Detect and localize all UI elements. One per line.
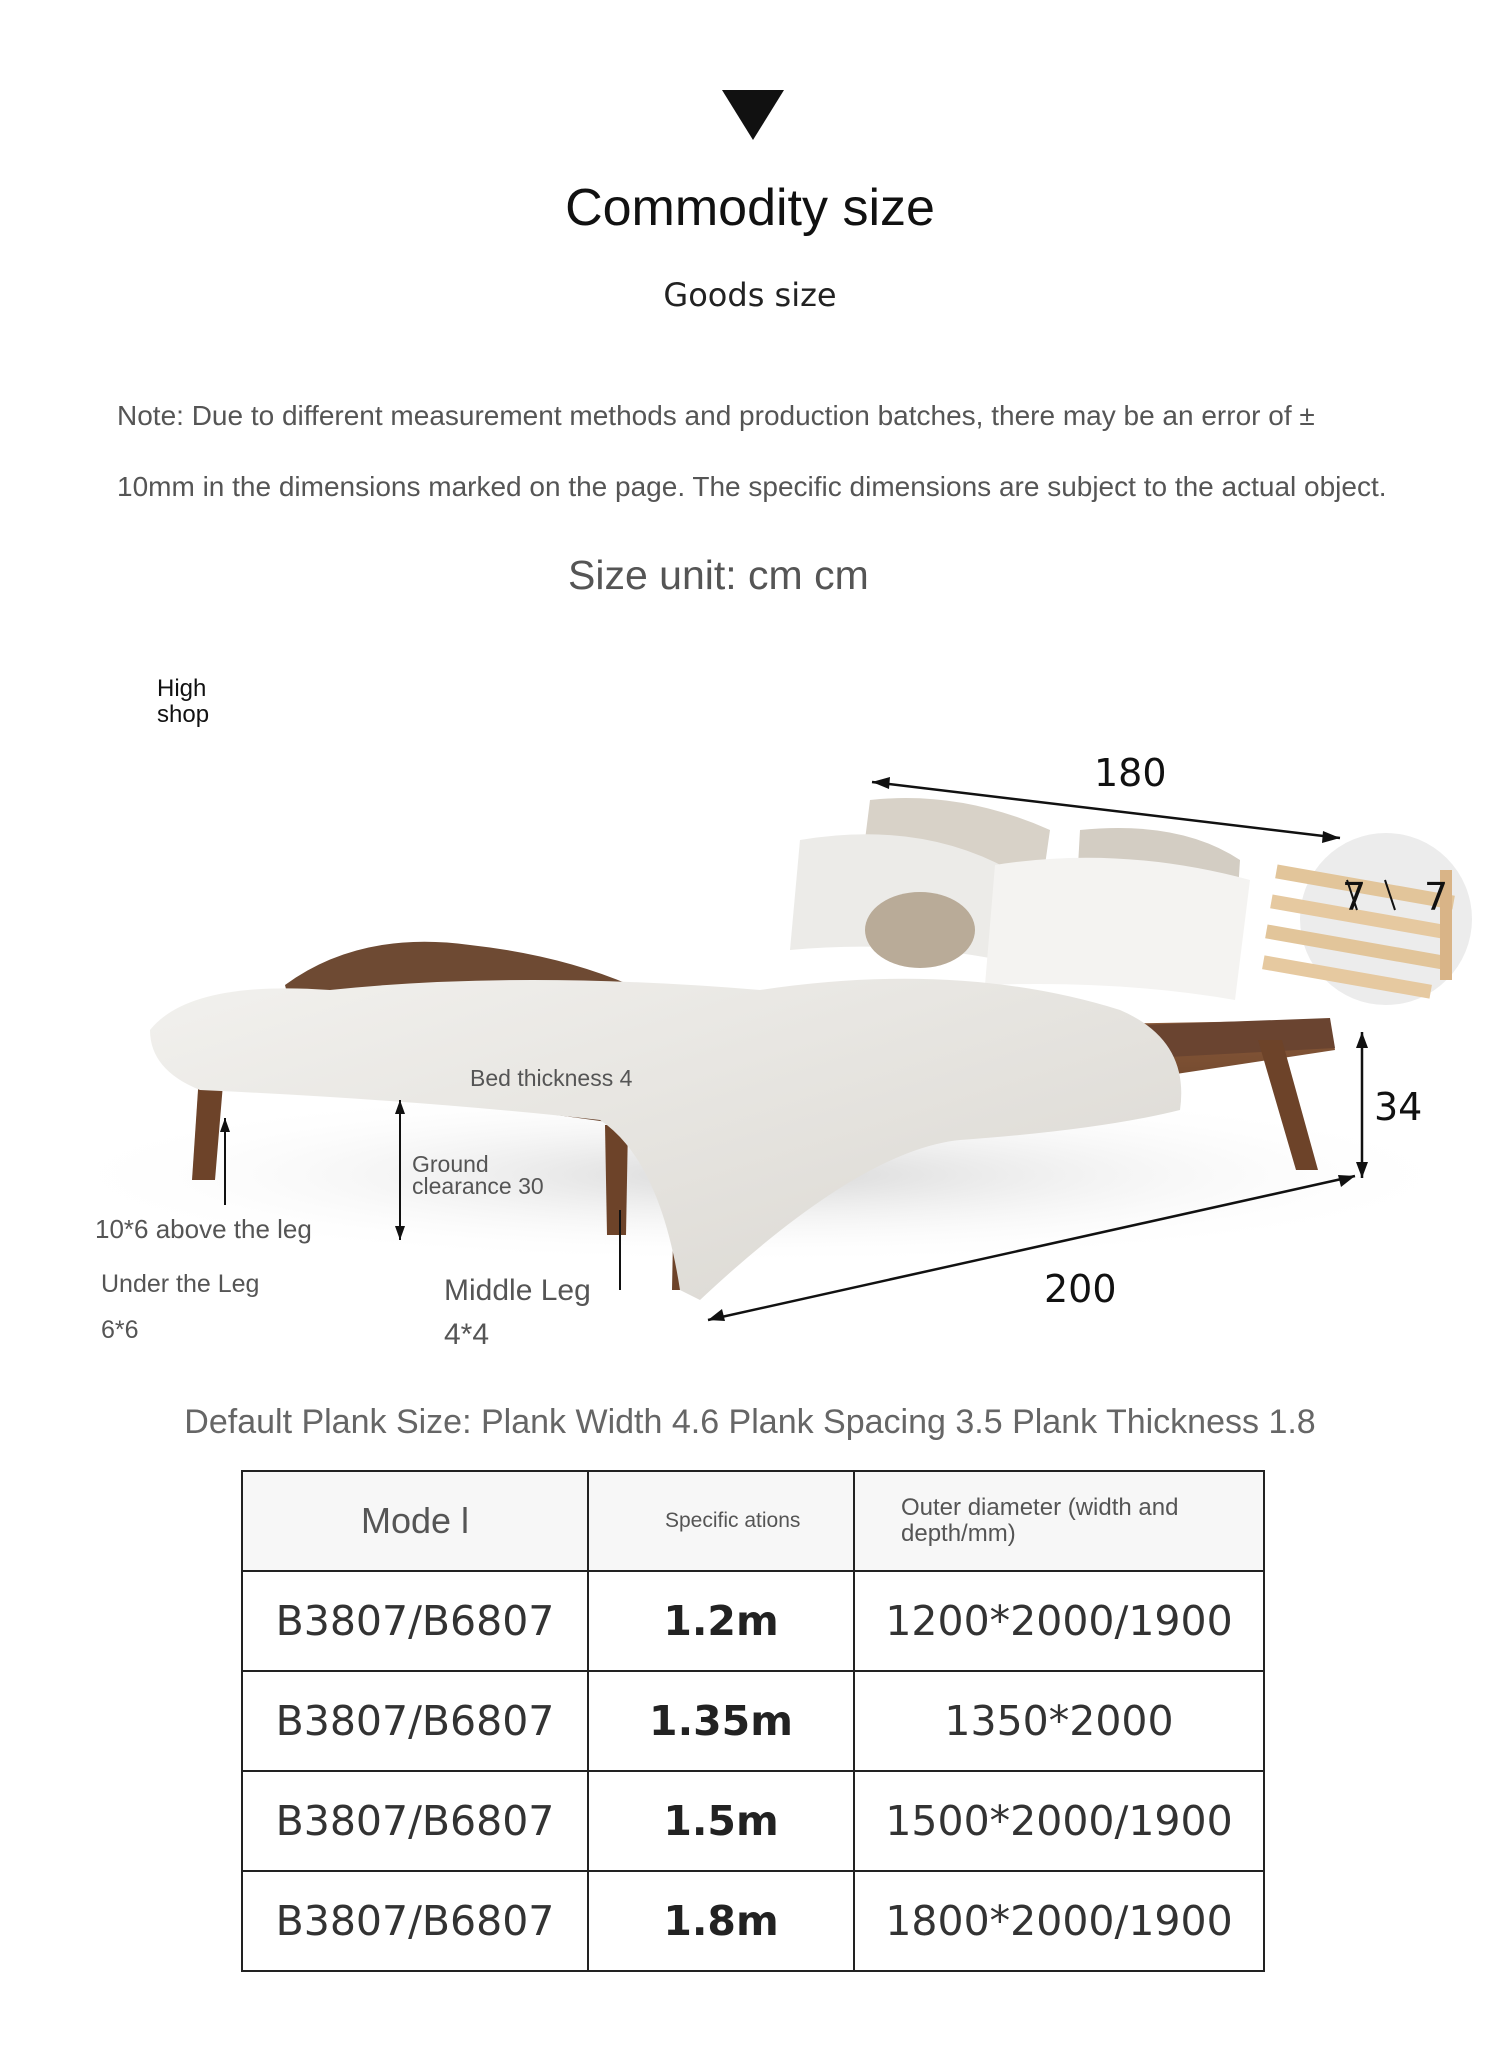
row-spec: 1.35m: [588, 1671, 854, 1771]
length-arrow-left-icon: [708, 1309, 725, 1321]
down-arrow-icon: [722, 90, 784, 140]
row-model: B3807/B6807: [242, 1571, 588, 1671]
knot-cushion: [865, 892, 975, 968]
leg-under-label-1: Under the Leg: [101, 1270, 260, 1298]
width-label: 180: [1094, 751, 1167, 795]
shop-logo-line2: shop: [157, 701, 210, 728]
row-outer: 1350*2000: [854, 1671, 1264, 1771]
row-outer: 1500*2000/1900: [854, 1771, 1264, 1871]
leg-under-label-2: 6*6: [101, 1316, 139, 1344]
rail-label-b: 7: [1424, 875, 1449, 919]
row-model: B3807/B6807: [242, 1871, 588, 1971]
size-unit: Size unit: cm cm: [568, 552, 869, 598]
bed-thickness-label: Bed thickness 4: [470, 1065, 633, 1091]
row-model: B3807/B6807: [242, 1771, 588, 1871]
page-subtitle: Goods size: [663, 276, 837, 314]
plank-size-note: Default Plank Size: Plank Width 4.6 Plank Spacing 3.5 Plank Thickness 1.8: [184, 1403, 1316, 1441]
row-spec: 1.2m: [588, 1571, 854, 1671]
table-row: [242, 1771, 1264, 1871]
middle-leg-label-2: 4*4: [444, 1318, 490, 1351]
row-model: B3807/B6807: [242, 1671, 588, 1771]
size-table: [241, 1470, 1265, 1972]
ground-clearance-label-2: clearance 30: [412, 1173, 544, 1199]
row-spec: 1.8m: [588, 1871, 854, 1971]
row-outer: 1800*2000/1900: [854, 1871, 1264, 1971]
height-label: 34: [1374, 1085, 1423, 1129]
middle-leg-label-1: Middle Leg: [444, 1274, 591, 1307]
header-spec: Specific ations: [588, 1471, 854, 1571]
header-outer-diameter: Outer diameter (width and depth/mm): [854, 1471, 1264, 1571]
width-arrow-right-icon: [1322, 831, 1340, 843]
bed-dimension-diagram: [0, 720, 1500, 1360]
page-title: Commodity size: [565, 179, 935, 237]
header-model: Mode l: [242, 1471, 588, 1571]
ground-clearance-label-1: Ground: [412, 1151, 489, 1177]
table-header-row: [242, 1471, 1264, 1571]
table-row: [242, 1571, 1264, 1671]
table-row: [242, 1871, 1264, 1971]
length-label: 200: [1044, 1267, 1117, 1311]
leg-above-label: 10*6 above the leg: [95, 1214, 312, 1244]
shop-logo-line1: High: [157, 675, 207, 702]
row-spec: 1.5m: [588, 1771, 854, 1871]
row-outer: 1200*2000/1900: [854, 1571, 1264, 1671]
table-row: [242, 1671, 1264, 1771]
rail-label-a: 7: [1342, 875, 1367, 919]
pillow-front-right: [985, 858, 1250, 1000]
measurement-note: Note: Due to different measurement methods and production batches, there may be an error of ± 10mm in the dimensions marked on the page. The specific dimensions are subject to the actual object.: [117, 400, 1387, 502]
width-arrow-left-icon: [872, 777, 890, 789]
height-arrow-up-icon: [1356, 1032, 1368, 1048]
